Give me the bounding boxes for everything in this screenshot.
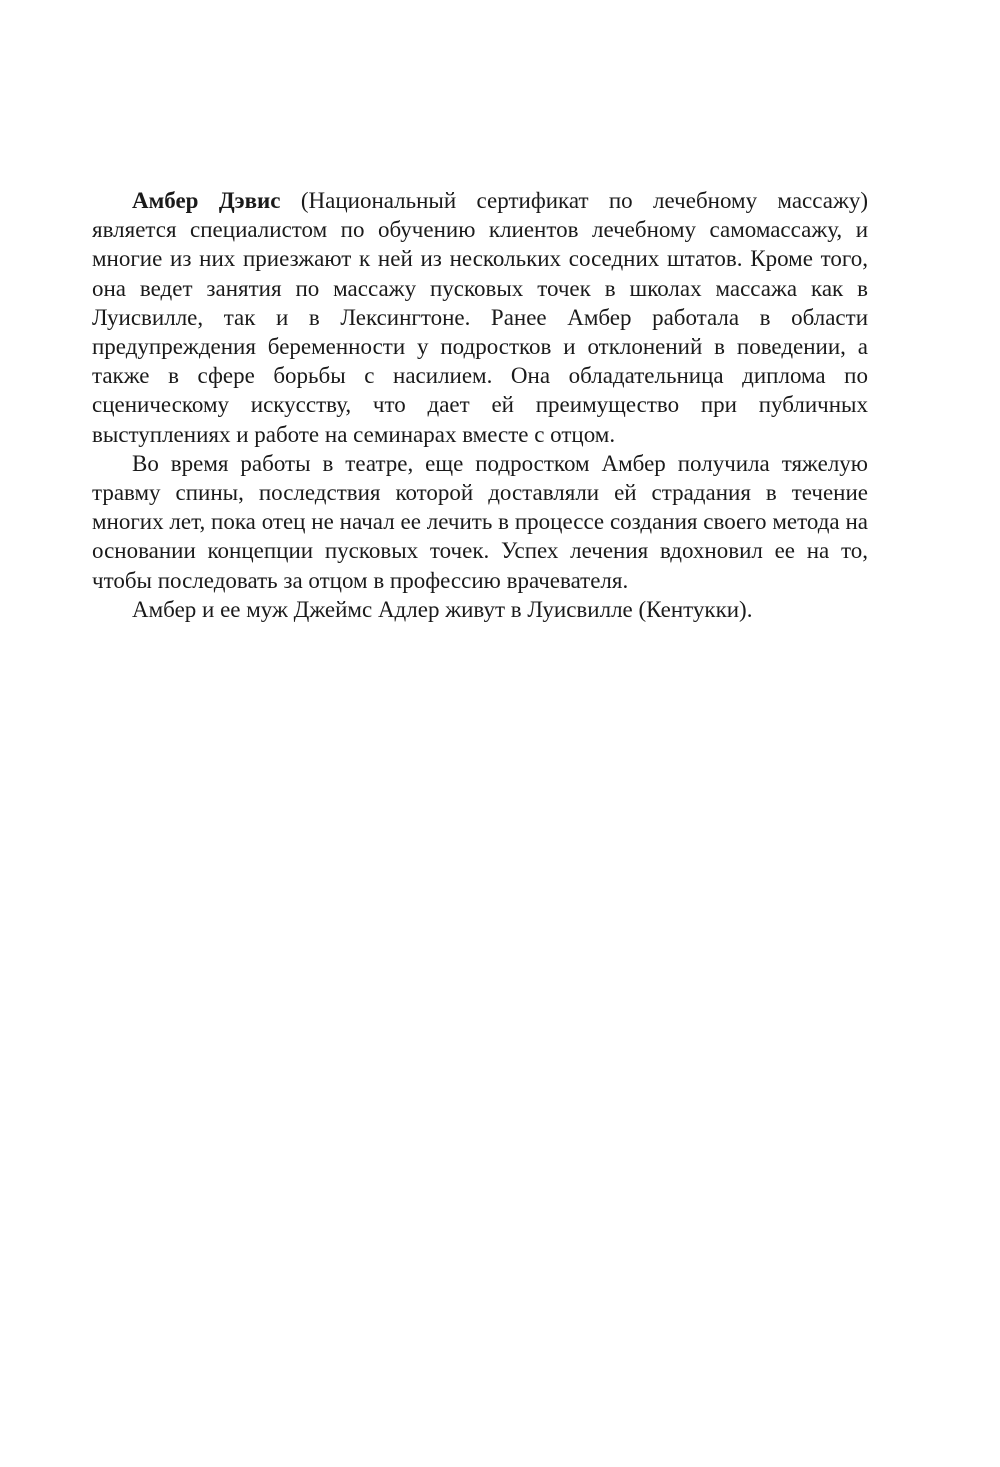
bio-paragraph-2: Во время работы в театре, еще подростком Амбер получила тяжелую травму спины, последствия которой доставляли ей страдания в течение многих лет, пока отец не начал ее лечить в процессе создания своего метода на основании концепции пусковых точек. Успех лечения вдохновил ее на то, чтобы последовать за отцом в профессию врачевателя.: [92, 450, 868, 593]
bio-paragraph-1-text: (Национальный сертификат по лечебному массажу) является специалистом по обучению клиентов лечебному самомассажу, и многие из них приезжают к ней из нескольких соседних штатов. Кроме того, она ведет занятия по массажу пусковых точек в школах массажа как в Луисвилле, так и в Лексингтоне. Ранее Амбер работала в области предупреждения беременности у подростков и отклонений в поведении, а также в сфере борьбы с насилием. Она обладательница диплома по сценическому искусству, что дает ей преимущество при публичных выступлениях и работе на семинарах вместе с отцом.: [92, 188, 868, 447]
bio-paragraph-1: [92, 186, 868, 449]
bio-paragraph-3: Амбер и ее муж Джеймс Адлер живут в Луисвилле (Кентукки).: [132, 596, 753, 622]
author-bio: [92, 186, 868, 624]
author-name: Амбер Дэвис: [132, 188, 281, 213]
